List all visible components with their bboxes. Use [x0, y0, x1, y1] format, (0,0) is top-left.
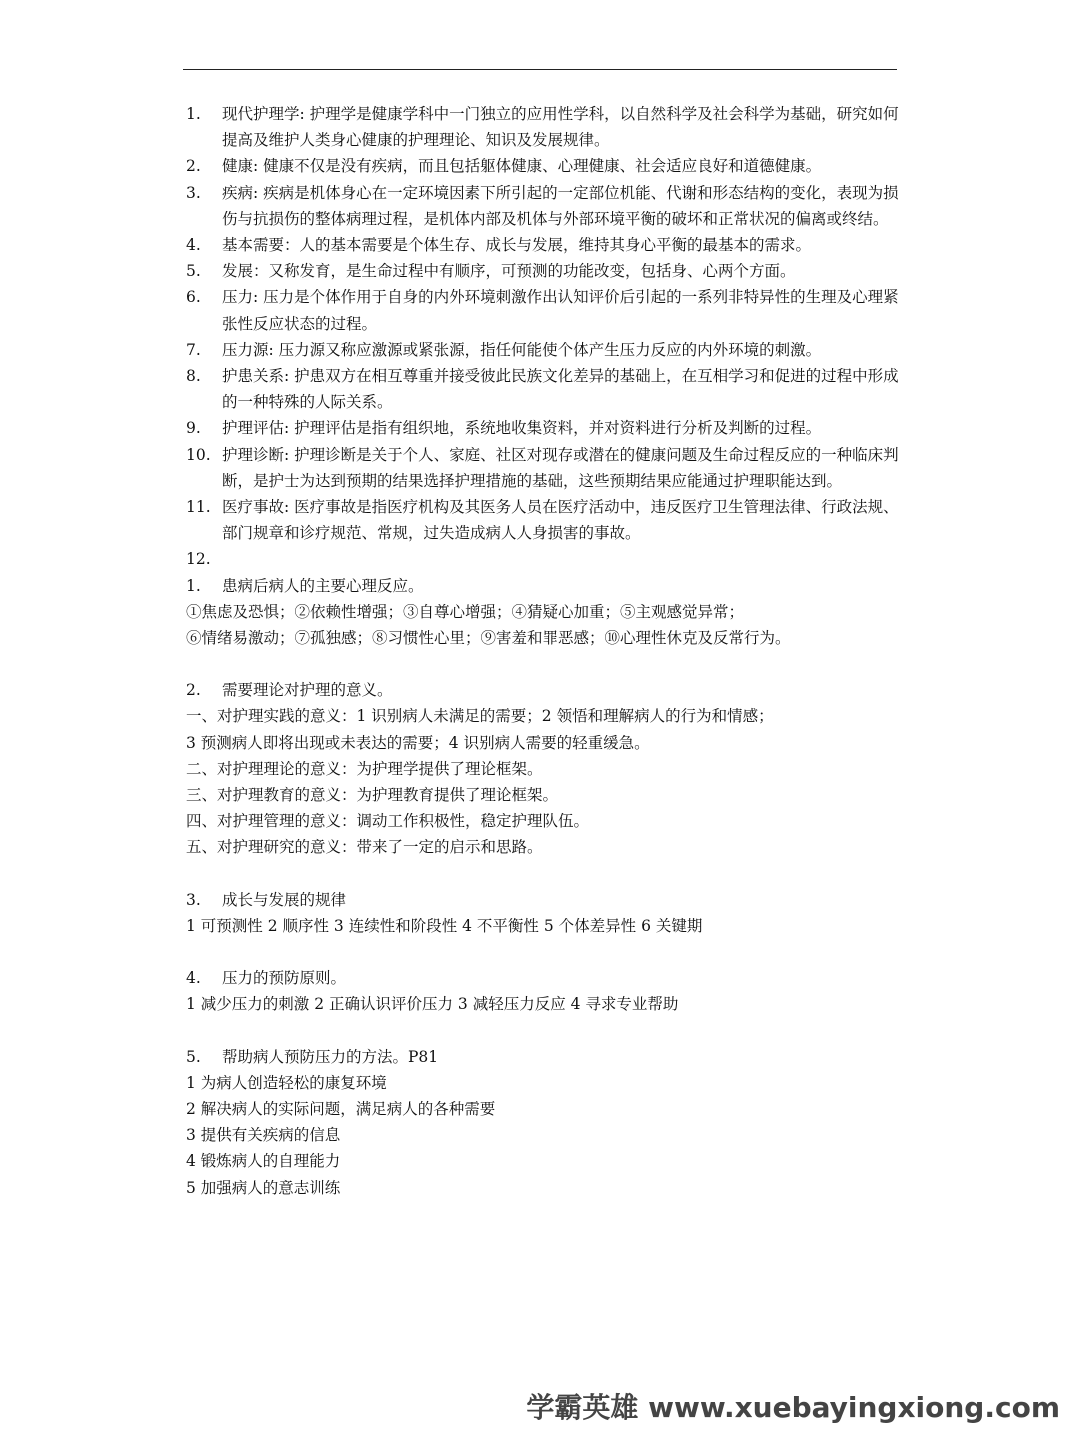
item-text: 压力: 压力是个体作用于自身的内外环境刺激作出认知评价后引起的一系列非特异性的生理及心理紧张性反应状态的过程。 — [222, 288, 899, 333]
item-number: 11. — [186, 498, 211, 517]
definition-item — [186, 546, 906, 572]
definition-item — [186, 363, 906, 415]
definition-item — [186, 232, 906, 258]
item-number: 1. — [186, 576, 201, 595]
definition-item — [186, 337, 906, 363]
item-text: 现代护理学: 护理学是健康学科中一门独立的应用性学科，以自然科学及社会科学为基础，研究如何提高及维护人类身心健康的护理理论、知识及发展规律。 — [222, 105, 899, 150]
answer-line: 3 预测病人即将出现或未表达的需要；4 识别病人需要的轻重缓急。 — [186, 733, 650, 752]
item-number: 12. — [186, 550, 211, 569]
question-3 — [186, 887, 906, 939]
answer-line: ⑥情绪易激动；⑦孤独感；⑧习惯性心里；⑨害羞和罪恶感；⑩心理性休克及反常行为。 — [186, 629, 791, 648]
item-number: 4. — [186, 969, 201, 988]
item-number: 2. — [186, 157, 201, 176]
item-number: 3. — [186, 183, 201, 202]
spacer — [186, 939, 906, 965]
item-number: 5. — [186, 262, 201, 281]
header-rule — [183, 69, 897, 70]
item-text: 护理评估: 护理评估是指有组织地，系统地收集资料，并对资料进行分析及判断的过程。 — [222, 419, 822, 438]
item-text: 压力的预防原则。 — [222, 969, 347, 988]
answer-line: 1 为病人创造轻松的康复环境 — [186, 1073, 387, 1092]
definition-item — [186, 494, 906, 546]
answer-line: 5 加强病人的意志训练 — [186, 1178, 341, 1197]
answer-line: ①焦虑及恐惧；②依赖性增强；③自尊心增强；④猜疑心加重；⑤主观感觉异常； — [186, 602, 745, 621]
definition-item — [186, 180, 906, 232]
spacer — [186, 651, 906, 677]
item-number: 8. — [186, 367, 201, 386]
answer-line: 三、对护理教育的意义：为护理教育提供了理论框架。 — [186, 786, 559, 805]
question-title — [186, 1044, 906, 1070]
definition-item — [186, 258, 906, 284]
item-number: 2. — [186, 681, 201, 700]
answer-line: 一、对护理实践的意义：1 识别病人未满足的需要；2 领悟和理解病人的行为和情感； — [186, 707, 774, 726]
item-number: 7. — [186, 340, 201, 359]
item-number: 3. — [186, 890, 201, 909]
spacer — [186, 861, 906, 887]
item-number: 4. — [186, 236, 201, 255]
question-1 — [186, 573, 906, 652]
item-text: 患病后病人的主要心理反应。 — [222, 576, 424, 595]
answer-line: 1 减少压力的刺激 2 正确认识评价压力 3 减轻压力反应 4 寻求专业帮助 — [186, 995, 679, 1014]
document-body — [186, 101, 906, 1201]
answer-line: 2 解决病人的实际问题，满足病人的各种需要 — [186, 1099, 496, 1118]
definition-item — [186, 284, 906, 336]
question-title — [186, 677, 906, 703]
item-number: 6. — [186, 288, 201, 307]
definition-item — [186, 442, 906, 494]
question-4 — [186, 965, 906, 1017]
definition-item — [186, 153, 906, 179]
item-number: 1. — [186, 105, 201, 123]
answer-line: 四、对护理管理的意义：调动工作积极性，稳定护理队伍。 — [186, 812, 590, 831]
answer-line: 1 可预测性 2 顺序性 3 连续性和阶段性 4 不平衡性 5 个体差异性 6 关键期 — [186, 916, 703, 935]
item-text: 基本需要：人的基本需要是个体生存、成长与发展，维持其身心平衡的最基本的需求。 — [222, 236, 812, 255]
question-title — [186, 573, 906, 599]
item-text: 护患关系: 护患双方在相互尊重并接受彼此民族文化差异的基础上，在互相学习和促进的过程中形成的一种特殊的人际关系。 — [222, 367, 899, 412]
item-text — [222, 546, 906, 572]
definitions-list — [186, 101, 906, 573]
site-watermark: 学霸英雄 www.xuebayingxiong.com — [526, 1391, 1060, 1424]
item-text: 疾病: 疾病是机体身心在一定环境因素下所引起的一定部位机能、代谢和形态结构的变化，表现为损伤与抗损伤的整体病理过程，是机体内部及机体与外部环境平衡的破坏和正常状况的偏离或终结。 — [222, 183, 899, 228]
answer-line: 二、对护理理论的意义：为护理学提供了理论框架。 — [186, 759, 543, 778]
spacer — [186, 1018, 906, 1044]
item-text: 护理诊断: 护理诊断是关于个人、家庭、社区对现存或潜在的健康问题及生命过程反应的一种临床判断，是护士为达到预期的结果选择护理措施的基础，这些预期结果应能通过护理职能达到。 — [222, 445, 899, 490]
item-text: 压力源: 压力源又称应激源或紧张源，指任何能使个体产生压力反应的内外环境的刺激。 — [222, 340, 822, 359]
answer-line: 4 锻炼病人的自理能力 — [186, 1152, 341, 1171]
answer-line: 五、对护理研究的意义：带来了一定的启示和思路。 — [186, 838, 543, 857]
item-number: 9. — [186, 419, 201, 438]
question-title — [186, 965, 906, 991]
item-text: 医疗事故: 医疗事故是指医疗机构及其医务人员在医疗活动中，违反医疗卫生管理法律、行政法规、部门规章和诊疗规范、常规，过失造成病人人身损害的事故。 — [222, 498, 899, 543]
item-text: 需要理论对护理的意义。 — [222, 681, 393, 700]
item-text: 健康: 健康不仅是没有疾病，而且包括躯体健康、心理健康、社会适应良好和道德健康。 — [222, 157, 822, 176]
answer-line: 3 提供有关疾病的信息 — [186, 1126, 341, 1145]
definition-item — [186, 415, 906, 441]
item-number: 10. — [186, 445, 211, 464]
item-text: 发展：又称发育，是生命过程中有顺序，可预测的功能改变，包括身、心两个方面。 — [222, 262, 796, 281]
question-5 — [186, 1044, 906, 1201]
item-number: 5. — [186, 1047, 201, 1066]
question-2 — [186, 677, 906, 860]
item-text: 帮助病人预防压力的方法。P81 — [222, 1047, 439, 1066]
item-text: 成长与发展的规律 — [222, 890, 347, 909]
question-title — [186, 887, 906, 913]
definition-item — [186, 101, 906, 153]
